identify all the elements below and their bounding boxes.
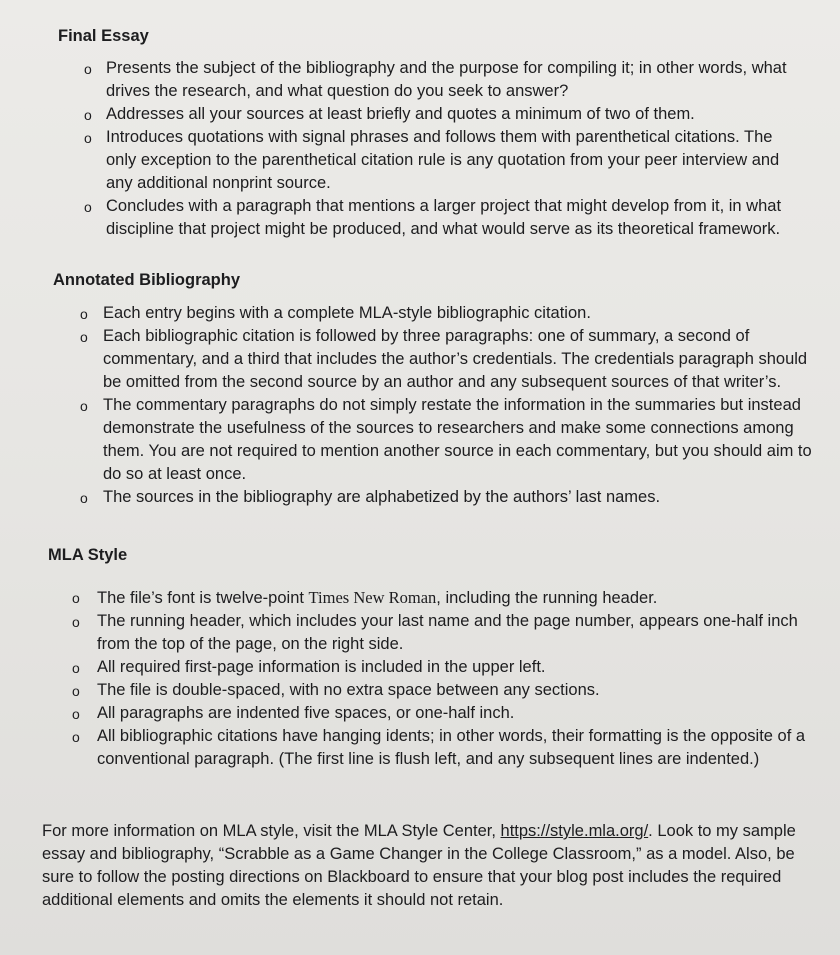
list-item [72,679,818,702]
list-item-text: The commentary paragraphs do not simply restate the information in the summaries but instead demonstrate the usefulness of the sources to researchers and make some connections among them. You are not required to mention another source in each commentary, but you should aim to do so at least once. [103,396,812,483]
list-item-text: The file is double-spaced, with no extra space between any sections. [97,681,600,699]
bullet-icon: o [84,130,92,146]
mla-style-list [72,586,818,771]
list-item [72,610,818,656]
final-essay-heading: Final Essay [58,27,149,45]
list-item-text: Introduces quotations with signal phrases and follows them with parenthetical citations. The only exception to the parenthetical citation rule is any quotation from your peer interview and any additional nonprint source. [106,128,780,192]
annotated-bibliography-section [53,269,813,509]
annotated-bibliography-heading: Annotated Bibliography [53,271,240,289]
bullet-icon: o [72,729,80,745]
final-essay-list [84,57,803,241]
list-item [80,486,813,509]
list-item-text: The sources in the bibliography are alphabetized by the authors’ last names. [103,488,661,506]
list-item-text: Addresses all your sources at least briefly and quotes a minimum of two of them. [106,105,695,123]
bullet-icon: o [72,660,80,676]
list-item-text: All required first-page information is included in the upper left. [97,658,546,676]
bullet-icon: o [80,490,88,506]
list-item-text: The running header, which includes your last name and the page number, appears one-half inch from the top of the page, on the right side. [97,612,798,653]
list-item [72,702,818,725]
final-essay-section [58,25,803,241]
list-item [84,103,803,126]
list-item-text-after: , including the running header. [436,589,658,607]
bullet-icon: o [80,329,88,345]
bullet-icon: o [72,590,80,606]
list-item-text-before: The file’s font is twelve-point [97,589,309,607]
closing-paragraph [42,820,827,912]
list-item [84,126,803,195]
list-item [72,656,818,679]
list-item-text: All bibliographic citations have hanging idents; in other words, their formatting is the opposite of a conventional paragraph. (The first line is flush left, and any subsequent lines are indented.) [97,727,806,768]
bullet-icon: o [72,614,80,630]
list-item [84,195,803,241]
mla-style-section [48,544,818,771]
bullet-icon: o [72,706,80,722]
bullet-icon: o [84,107,92,123]
list-item-text: Presents the subject of the bibliography and the purpose for compiling it; in other words, what drives the research, and what question do you seek to answer? [106,59,787,100]
closing-text-before: For more information on MLA style, visit the MLA Style Center, [42,822,501,840]
list-item [80,302,813,325]
bullet-icon: o [80,306,88,322]
list-item [72,586,818,610]
list-item [84,57,803,103]
bullet-icon: o [72,683,80,699]
bullet-icon: o [80,398,88,414]
mla-style-heading: MLA Style [48,546,128,564]
list-item [80,325,813,394]
bullet-icon: o [84,199,92,215]
bullet-icon: o [84,61,92,77]
font-name-sample: Times New Roman [308,588,437,607]
closing-text-after: . Look to my sample essay and bibliography, “Scrabble as a Game Changer in the College Classroom,” as a model. Also, be sure to follow the posting directions on Blackboard to ensure that your blog post includes the required additional elements and omits the elements it should not retain. [42,822,796,909]
list-item [72,725,818,771]
annotated-bibliography-list [80,302,813,509]
list-item-text: Each entry begins with a complete MLA-style bibliographic citation. [103,304,591,322]
list-item-text: Concludes with a paragraph that mentions a larger project that might develop from it, in what discipline that project might be produced, and what would serve as its theoretical framework. [106,197,782,238]
mla-style-center-link[interactable]: https://style.mla.org/ [500,822,649,840]
list-item-text: Each bibliographic citation is followed by three paragraphs: one of summary, a second of commentary, and a third that includes the author’s credentials. The credentials paragraph should be omitted from the second source by an author and any subsequent sources of that writer’s. [103,327,808,391]
list-item-text: All paragraphs are indented five spaces, or one-half inch. [97,704,515,722]
list-item [80,394,813,486]
